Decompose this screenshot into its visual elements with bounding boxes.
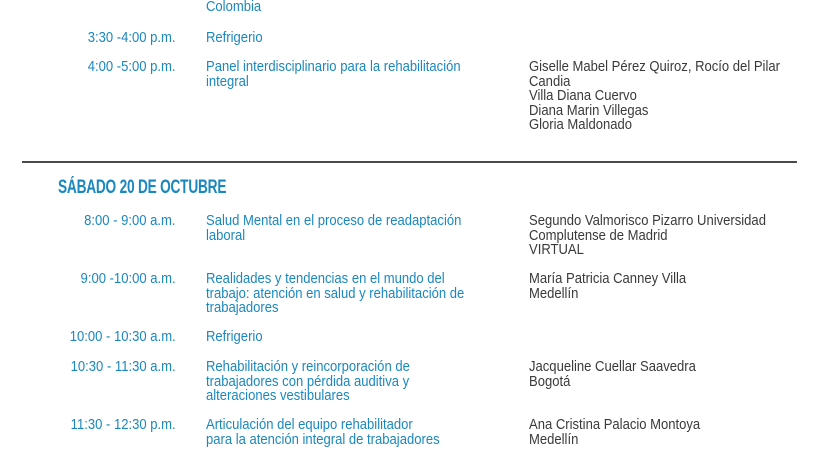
speaker-line: Medellín bbox=[529, 285, 579, 302]
topic-line: integral bbox=[206, 73, 249, 90]
speakers bbox=[529, 418, 700, 447]
speaker-line: Gloria Maldonado bbox=[529, 117, 633, 133]
topic-line: Articulación del equipo rehabilitador bbox=[206, 417, 413, 433]
topic-line: Panel interdisciplinario para la rehabilitación bbox=[206, 59, 461, 75]
time-slot: 11:30 - 12:30 p.m. bbox=[71, 417, 176, 433]
speakers bbox=[529, 214, 766, 258]
time-slot: 4:00 -5:00 p.m. bbox=[88, 59, 176, 75]
speaker-line: VIRTUAL bbox=[529, 242, 584, 258]
speaker-line: Complutense de Madrid bbox=[529, 227, 668, 244]
topic-line: Rehabilitación y reincorporación de bbox=[206, 359, 410, 375]
topic-line: laboral bbox=[206, 227, 246, 244]
speaker-line: Ana Cristina Palacio Montoya bbox=[529, 417, 701, 433]
topic bbox=[206, 360, 410, 404]
speaker-line: Bogotá bbox=[529, 373, 571, 390]
day-heading: SÁBADO 20 DE OCTUBRE bbox=[58, 177, 227, 198]
speakers bbox=[529, 360, 696, 389]
section-divider bbox=[22, 161, 797, 163]
topic-line: trabajo: atención en salud y rehabilitación de bbox=[206, 285, 465, 302]
speaker-line: Giselle Mabel Pérez Quiroz, Rocío del Pilar bbox=[529, 59, 780, 75]
topic-line: alteraciones vestibulares bbox=[206, 388, 350, 404]
topic bbox=[206, 31, 263, 46]
topic bbox=[206, 60, 461, 89]
speaker-line: Diana Marin Villegas bbox=[529, 102, 649, 119]
topic-line: para la atención integral de trabajadores bbox=[206, 431, 440, 448]
speaker-line: Segundo Valmorisco Pizarro Universidad bbox=[529, 213, 766, 229]
speaker-line: Candia bbox=[529, 73, 571, 90]
topic bbox=[206, 330, 263, 345]
speaker-line: María Patricia Canney Villa bbox=[529, 271, 687, 287]
topic-line: Refrigerio bbox=[206, 30, 263, 46]
speakers bbox=[529, 272, 686, 301]
topic-line: Refrigerio bbox=[206, 329, 263, 345]
topic-partial bbox=[206, 0, 261, 15]
speakers bbox=[529, 60, 780, 133]
topic-line: trabajadores bbox=[206, 300, 279, 316]
time-slot: 10:30 - 11:30 a.m. bbox=[71, 359, 176, 375]
speaker-line: Medellín bbox=[529, 431, 579, 448]
topic bbox=[206, 272, 464, 316]
time-slot: 9:00 -10:00 a.m. bbox=[80, 271, 176, 287]
topic-line: trabajadores con pérdida auditiva y bbox=[206, 373, 410, 390]
time-slot: 3:30 -4:00 p.m. bbox=[88, 30, 176, 46]
time-slot: 10:00 - 10:30 a.m. bbox=[70, 329, 176, 345]
speaker-line: Jacqueline Cuellar Saavedra bbox=[529, 359, 696, 375]
topic-line: Colombia bbox=[206, 0, 262, 15]
topic bbox=[206, 214, 461, 243]
topic-line: Salud Mental en el proceso de readaptación bbox=[206, 213, 462, 229]
time-slot: 8:00 - 9:00 a.m. bbox=[84, 213, 176, 229]
topic bbox=[206, 418, 440, 447]
topic-line: Realidades y tendencias en el mundo del bbox=[206, 271, 445, 287]
speaker-line: Villa Diana Cuervo bbox=[529, 88, 637, 104]
